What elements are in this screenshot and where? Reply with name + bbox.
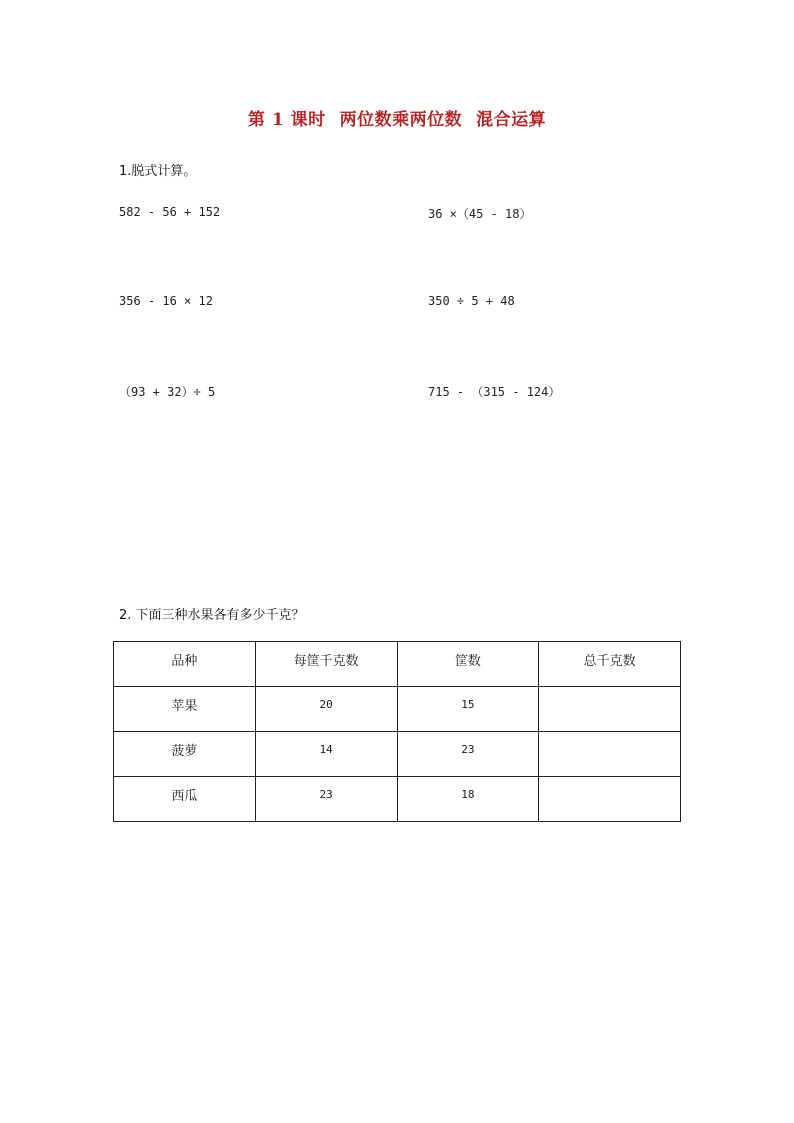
kg-per-basket: 14	[255, 732, 397, 777]
header-kg-per-basket: 每筐千克数	[255, 642, 397, 687]
question-1-heading: 1.脱式计算。	[119, 164, 197, 179]
fruit-table	[113, 641, 681, 822]
table-row	[114, 687, 681, 732]
header-variety: 品种	[114, 642, 256, 687]
lesson-topic: 两位数乘两位数	[339, 110, 463, 130]
basket-count: 18	[397, 777, 539, 822]
header-total-kg: 总千克数	[539, 642, 681, 687]
table-row	[114, 732, 681, 777]
total-kg-blank[interactable]	[539, 777, 681, 822]
lesson-subtopic: 混合运算	[476, 110, 547, 130]
question-2-heading: 2. 下面三种水果各有多少千克？	[119, 608, 305, 623]
expression-2: 36 ×（45 - 18）	[428, 207, 532, 221]
lesson-number: 第 1 课时	[247, 110, 326, 130]
total-kg-blank[interactable]	[539, 687, 681, 732]
kg-per-basket: 23	[255, 777, 397, 822]
fruit-name: 菠萝	[114, 732, 256, 777]
basket-count: 15	[397, 687, 539, 732]
kg-per-basket: 20	[255, 687, 397, 732]
expression-1: 582 - 56 + 152	[119, 205, 221, 219]
basket-count: 23	[397, 732, 539, 777]
table-row	[114, 777, 681, 822]
total-kg-blank[interactable]	[539, 732, 681, 777]
page-title	[0, 105, 794, 130]
fruit-name: 苹果	[114, 687, 256, 732]
fruit-name: 西瓜	[114, 777, 256, 822]
expression-6: 715 - （315 - 124）	[428, 385, 561, 399]
expression-5: （93 + 32）÷ 5	[119, 385, 216, 399]
expression-3: 356 - 16 × 12	[119, 294, 213, 308]
header-basket-count: 筐数	[397, 642, 539, 687]
table-header-row	[114, 642, 681, 687]
expression-4: 350 ÷ 5 + 48	[428, 294, 515, 308]
